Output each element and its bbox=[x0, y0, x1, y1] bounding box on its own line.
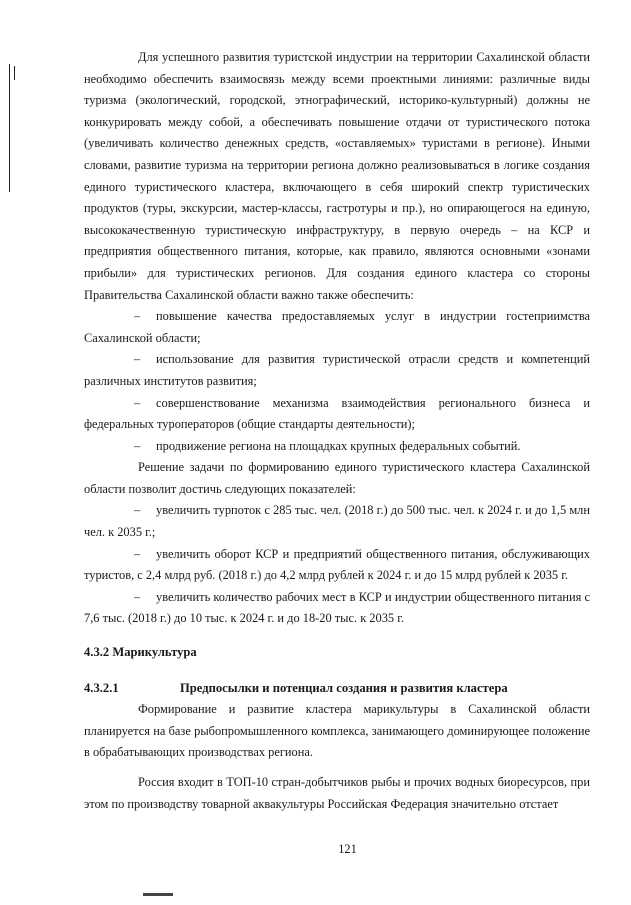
subsection-heading bbox=[84, 678, 590, 700]
list-item-text: совершенствование механизма взаимодействия регионального бизнеса и федеральных туроператоров (общие стандарты деятельности); bbox=[84, 395, 590, 432]
list-item-text: продвижение региона на площадках крупных федеральных событий. bbox=[156, 438, 521, 453]
list-item bbox=[84, 393, 590, 436]
section-heading: 4.3.2 Марикультура bbox=[84, 645, 197, 660]
paragraph-indicators: Решение задачи по формированию единого туристического кластера Сахалинской области позволит достичь следующих показателей: bbox=[84, 460, 590, 496]
list-item-text: использование для развития туристической отрасли средств и компетенций различных институтов развития; bbox=[84, 352, 590, 388]
scan-mark-left bbox=[9, 64, 10, 192]
list-item bbox=[84, 500, 590, 543]
dash-marker: – bbox=[134, 503, 141, 518]
subsection-title: Предпосылки и потенциал создания и развития кластера bbox=[180, 680, 508, 695]
list-item-text: увеличить количество рабочих мест в КСР и индустрии общественного питания с 7,6 тыс. (2018 г.) до 10 тыс. к 2024 г. и до 18-20 тыс. к 2035 г. bbox=[84, 589, 590, 626]
list-item bbox=[84, 306, 590, 349]
list-item bbox=[84, 349, 590, 392]
paragraph-intro: Для успешного развития туристской индустрии на территории Сахалинской области необходимо обеспечить взаимосвязь между всеми проектными линиями: различные виды туризма (экологический, городской, этнографический, историко-культурный) должны не конкурировать между собой, а обеспечивать повышение отдачи от туристического потока (увеличивать количество денежных средств, «оставляемых» туристами в регионе). Иными словами, развитие туризма на территории региона должно реализовываться в логике создания единого туристического кластера, включающего в себя широкий спектр туристических продуктов (туры, экскурсии, мастер-классы, гастротуры и пр.), но опирающегося на единую, высококачественную туристическую инфраструктуру, в первую очередь – на КСР и предприятия общественного питания, которые, как правило, являются основными «зонами прибыли» для туристических регионов. Для создания единого кластера со стороны Правительства Сахалинской области важно также обеспечить: bbox=[84, 50, 590, 302]
dash-marker: – bbox=[134, 352, 141, 367]
dash-marker: – bbox=[134, 395, 141, 410]
list-item-text: увеличить оборот КСР и предприятий общественного питания, обслуживающих туристов, с 2,4 млрд руб. (2018 г.) до 4,2 млрд рублей к 2024 г. и до 15 млрд рублей к 2035 г. bbox=[84, 546, 590, 583]
list-item-text: увеличить турпоток с 285 тыс. чел. (2018 г.) до 500 тыс. чел. к 2024 г. и до 1,5 млн чел. к 2035 г.; bbox=[84, 503, 590, 540]
list-item bbox=[84, 436, 590, 458]
paragraph-russia: Россия входит в ТОП-10 стран-добытчиков рыбы и прочих водных биоресурсов, при этом по производству товарной аквакультуры Российская Федерация значительно отстает bbox=[84, 775, 590, 811]
list-item-text: повышение качества предоставляемых услуг в индустрии гостеприимства Сахалинской области; bbox=[84, 309, 590, 345]
dash-marker: – bbox=[134, 589, 141, 604]
subsection-number: 4.3.2.1 bbox=[84, 680, 119, 695]
text-column bbox=[84, 47, 590, 815]
dash-marker: – bbox=[134, 546, 141, 561]
scan-mark-bottom bbox=[143, 893, 173, 896]
dash-marker: – bbox=[134, 309, 141, 324]
scan-mark-left-small bbox=[14, 66, 15, 80]
paragraph-mariculture: Формирование и развитие кластера марикультуры в Сахалинской области планируется на базе рыбопромышленного комплекса, занимающего доминирующее положение в обрабатывающих производствах региона. bbox=[84, 702, 590, 760]
dash-marker: – bbox=[134, 438, 141, 453]
page-number: 121 bbox=[338, 842, 357, 856]
paragraph-gap bbox=[84, 764, 590, 772]
list-item bbox=[84, 544, 590, 587]
list-item bbox=[84, 587, 590, 630]
